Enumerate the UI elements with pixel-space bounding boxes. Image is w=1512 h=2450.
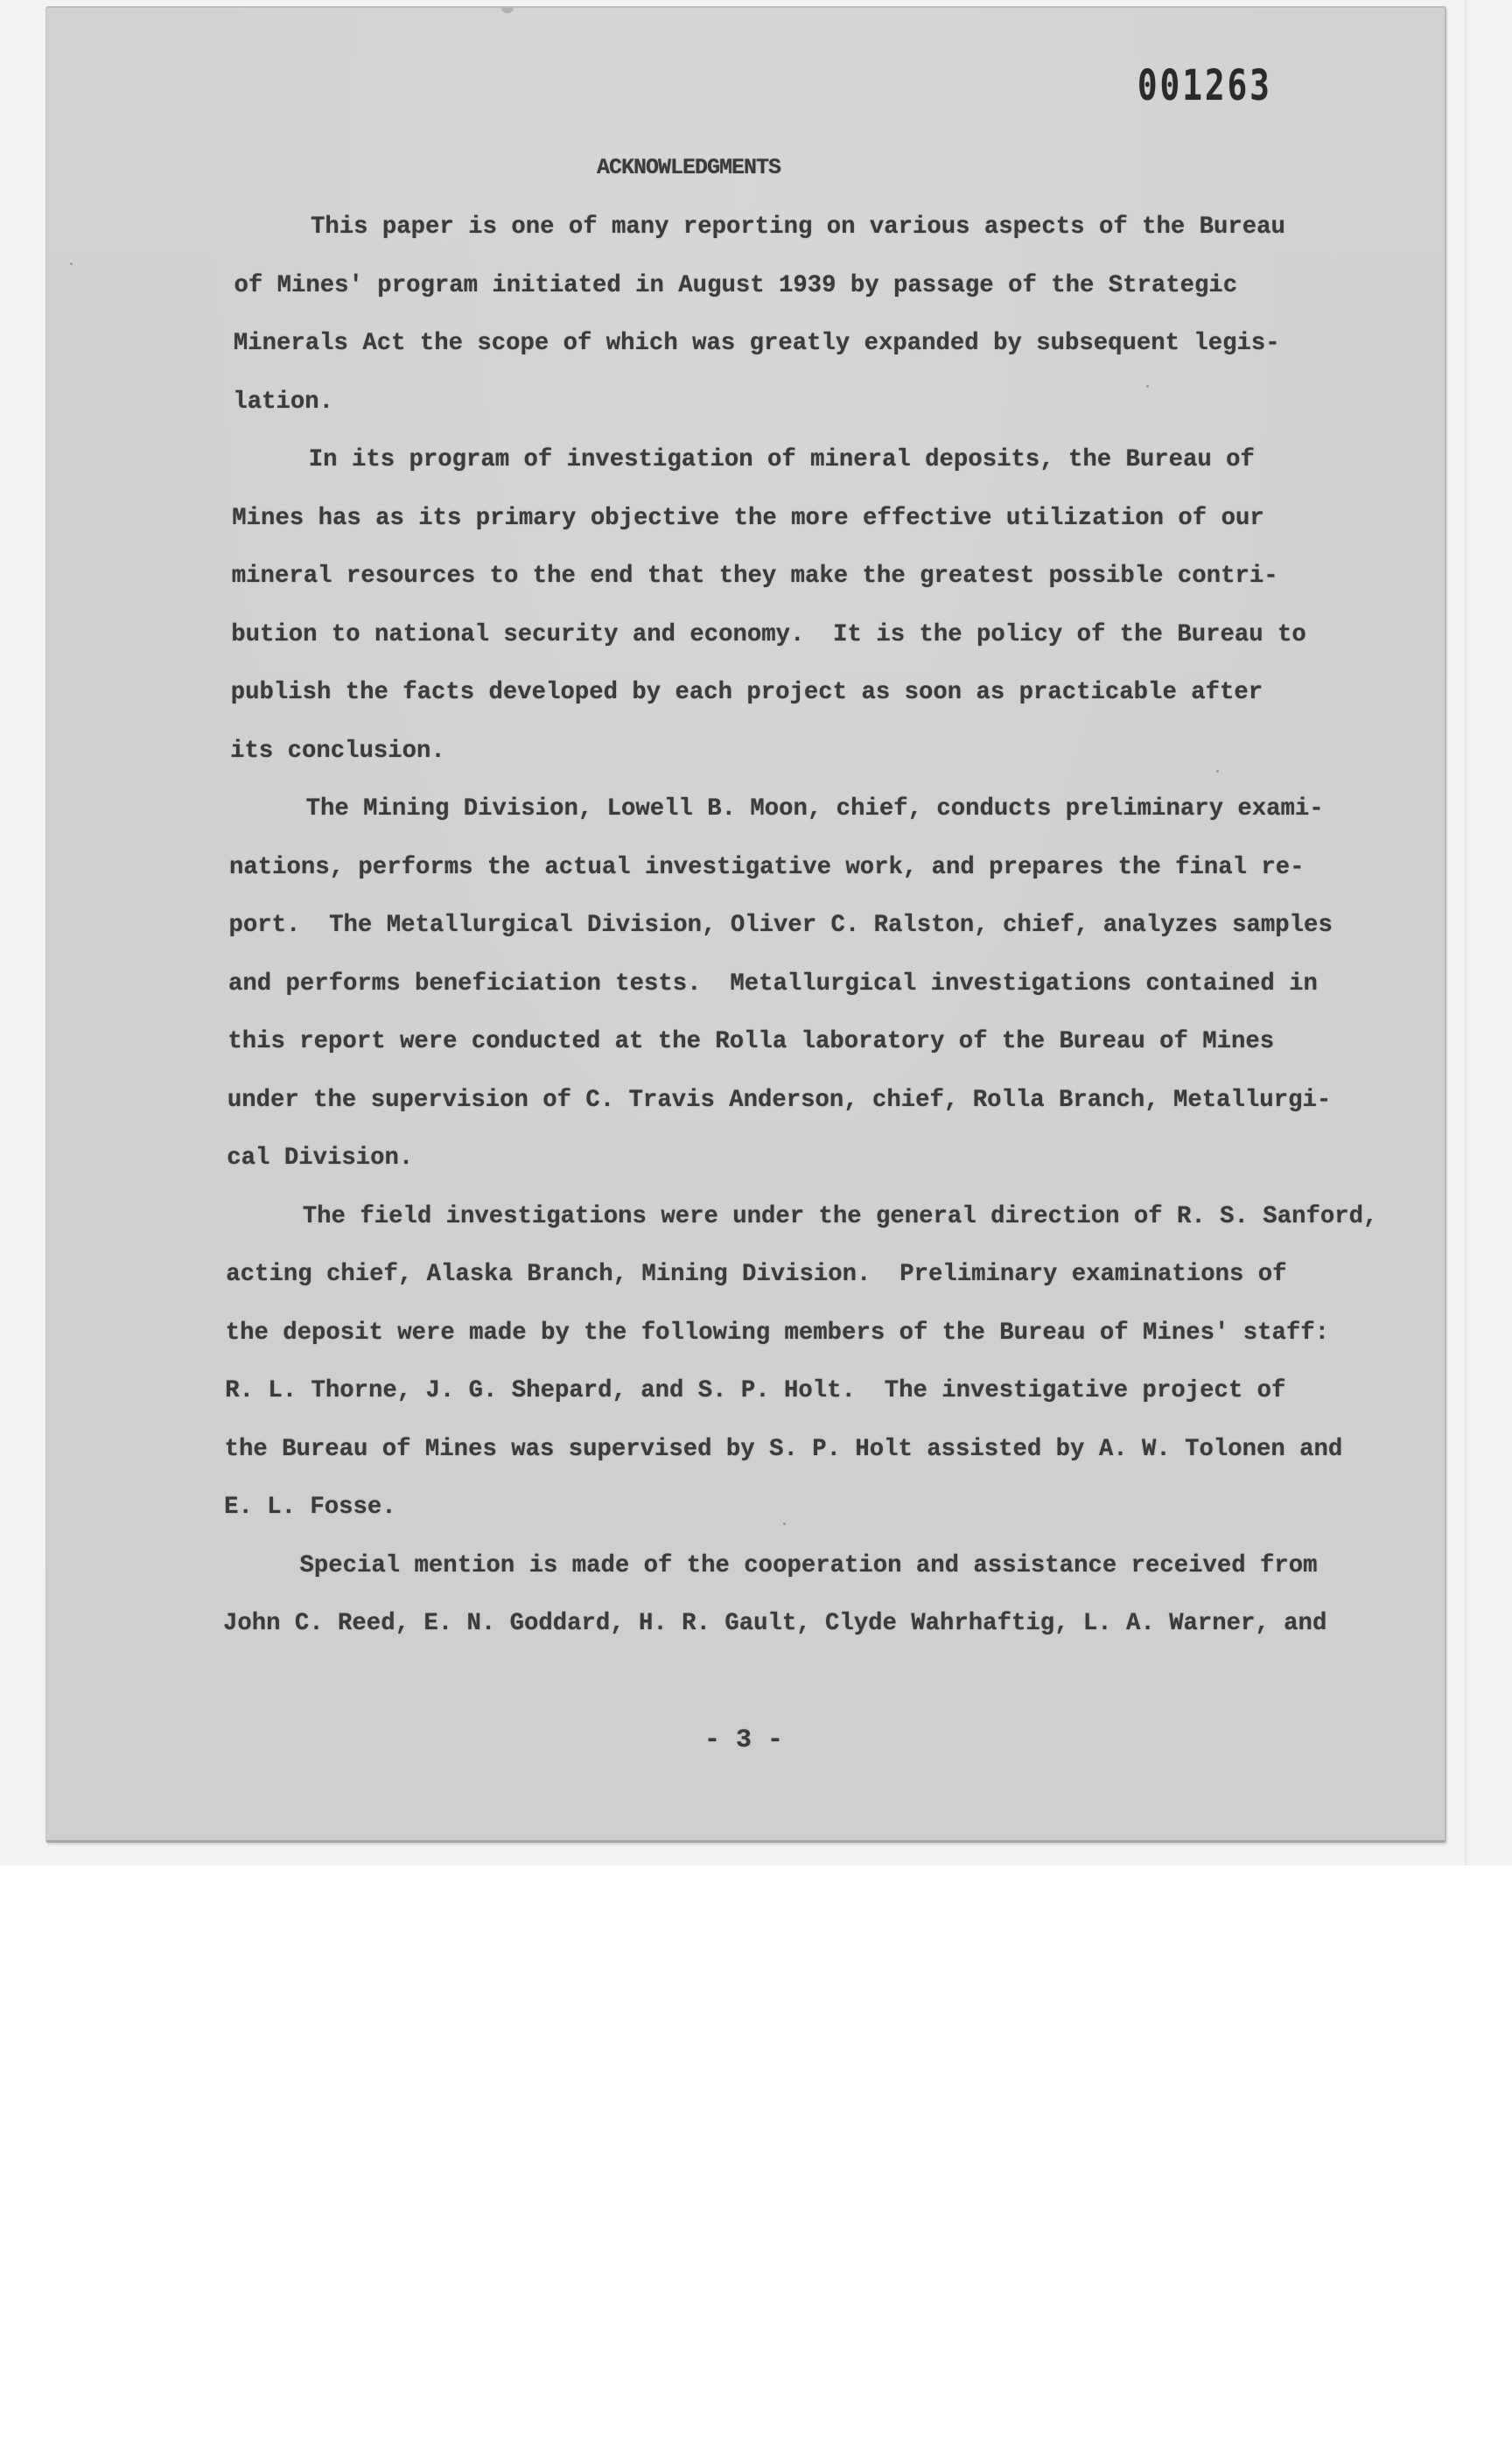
text-line: Mines has as its primary objective the more effective utilization of our: [232, 504, 1264, 532]
paper-fold-mark: [501, 8, 514, 13]
text-line: bution to national security and economy. It is the policy of the Bureau to: [231, 620, 1306, 648]
page-number: - 3 -: [704, 1726, 784, 1755]
text-line: Minerals Act the scope of which was greatly expanded by subsequent legis-: [233, 330, 1280, 357]
text-line: port. The Metallurgical Division, Oliver C. Ralston, chief, analyzes samples: [228, 912, 1333, 939]
text-line: of Mines' program initiated in August 1939 by passage of the Strategic: [234, 271, 1238, 299]
text-line: R. L. Thorne, J. G. Shepard, and S. P. Holt. The investigative project of: [225, 1377, 1286, 1404]
text-line: This paper is one of many reporting on various aspects of the Bureau: [311, 214, 1285, 241]
text-line: In its program of investigation of mineral deposits, the Bureau of: [308, 446, 1255, 473]
text-line: The field investigations were under the general direction of R. S. Sanford,: [302, 1202, 1378, 1230]
scan-speck: [1216, 770, 1219, 773]
document-stamp-number: 001263: [1138, 61, 1272, 110]
text-line: cal Division.: [227, 1144, 414, 1172]
text-line: The Mining Division, Lowell B. Moon, chief, conducts preliminary exami-: [305, 795, 1324, 822]
text-line: the deposit were made by the following members of the Bureau of Mines' staff:: [225, 1319, 1330, 1347]
text-line: the Bureau of Mines was supervised by S. P. Holt assisted by A. W. Tolonen and: [224, 1435, 1343, 1463]
text-line: mineral resources to the end that they make the greatest possible contri-: [231, 563, 1278, 590]
text-line: nations, performs the actual investigative work, and prepares the final re-: [229, 853, 1305, 881]
text-line: publish the facts developed by each project as soon as practicable after: [230, 679, 1264, 706]
text-line: under the supervision of C. Travis Anderson, chief, Rolla Branch, Metallurgi-: [227, 1086, 1332, 1114]
scan-speck: [783, 1522, 786, 1525]
scan-speck: [1146, 385, 1149, 388]
text-line: E. L. Fosse.: [224, 1494, 396, 1521]
text-line: and performs beneficiation tests. Metallurgical investigations contained in: [228, 970, 1318, 998]
scan-speck: [70, 262, 73, 265]
page-title: ACKNOWLEDGMENTS: [597, 155, 781, 180]
text-line: Special mention is made of the cooperation and assistance received from: [299, 1551, 1318, 1579]
text-line: its conclusion.: [230, 737, 445, 765]
text-line: John C. Reed, E. N. Goddard, H. R. Gault, Clyde Wahrhaftig, L. A. Warner, and: [223, 1610, 1327, 1637]
text-line: this report were conducted at the Rolla laboratory of the Bureau of Mines: [228, 1028, 1275, 1055]
text-line: acting chief, Alaska Branch, Mining Division. Preliminary examinations of: [226, 1261, 1287, 1288]
text-line: lation.: [233, 388, 334, 416]
